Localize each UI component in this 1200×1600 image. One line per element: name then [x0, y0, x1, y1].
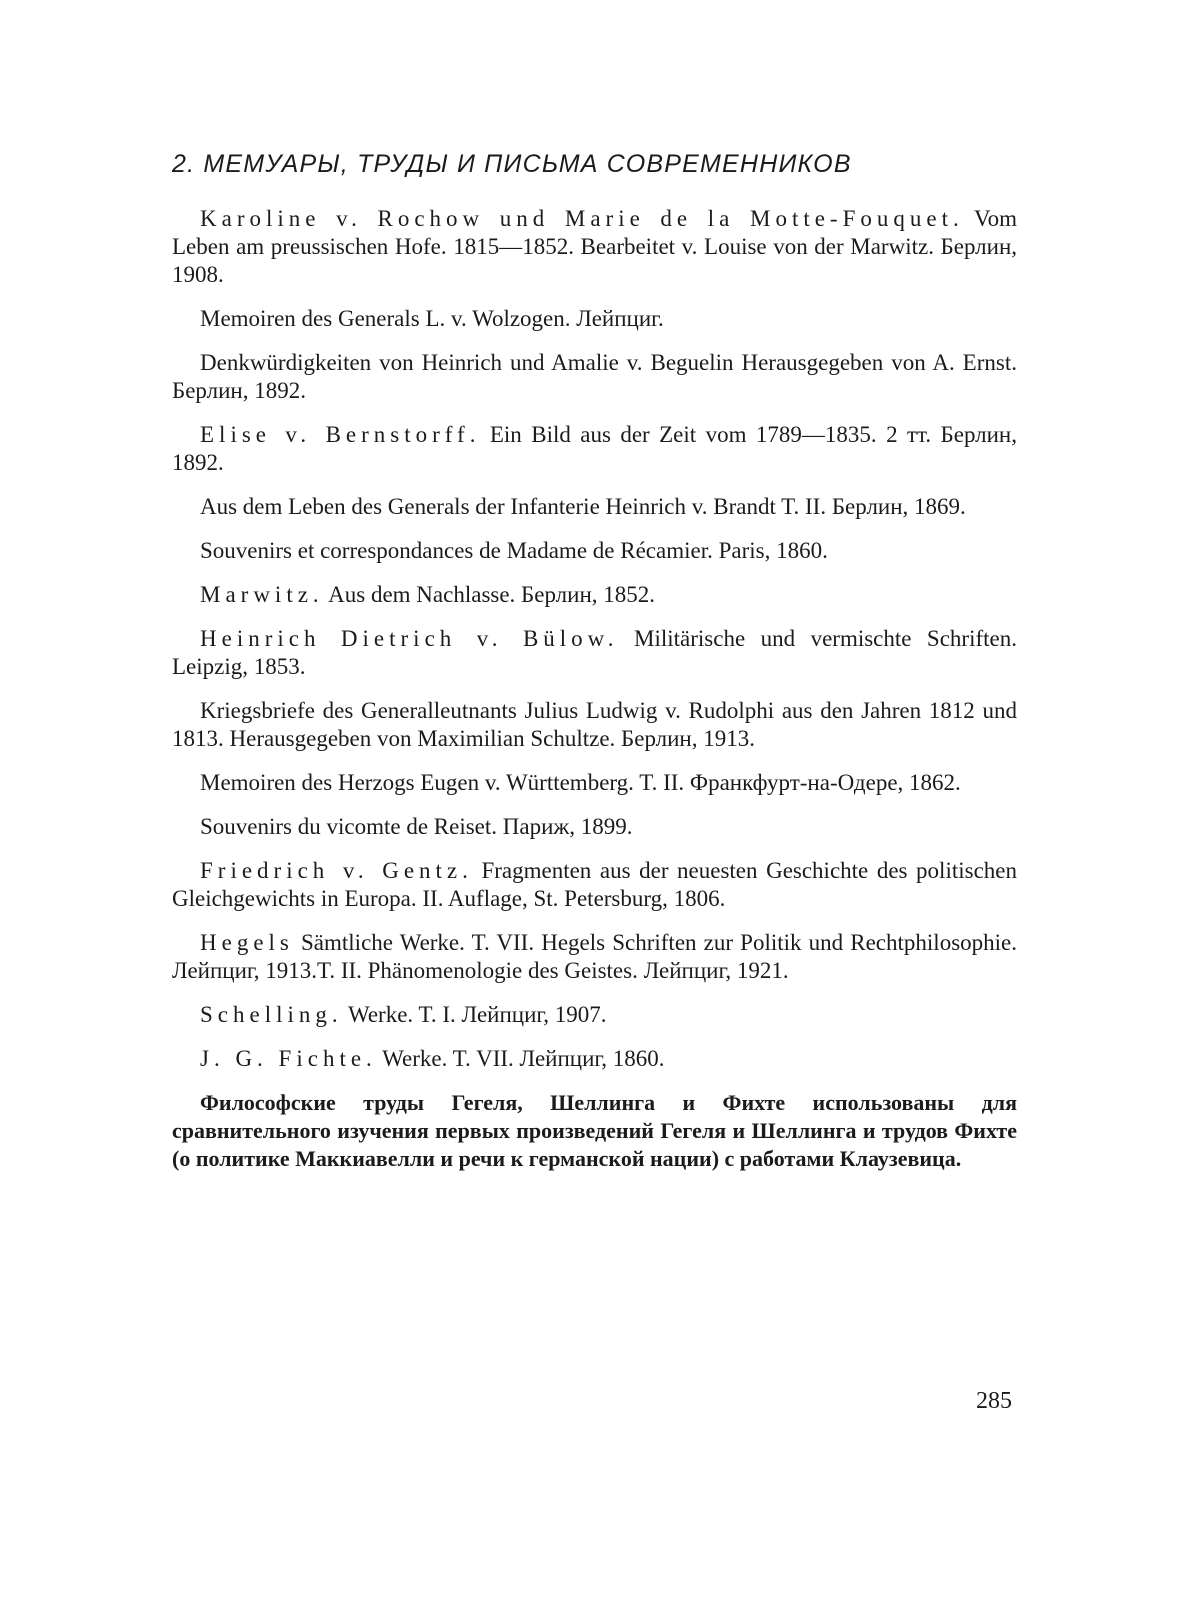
entry-text: Aus dem Nachlasse. Берлин, 1852. — [323, 582, 656, 607]
bibliography-entry — [172, 769, 1017, 797]
entry-text: Souvenirs et correspondances de Madame de Récamier. Paris, 1860. — [200, 538, 828, 563]
bibliography-entry — [172, 625, 1017, 681]
entry-text: Ein Bild aus der Zeit vom 1789—1835. 2 тт. Берлин, 1892. — [172, 422, 1017, 475]
bibliography-entry — [172, 493, 1017, 521]
bibliography-entry — [172, 929, 1017, 985]
entry-text: Aus dem Leben des Generals der Infanterie Heinrich v. Brandt T. II. Берлин, 1869. — [200, 494, 966, 519]
entry-text: Werke. T. I. Лейпциг, 1907. — [342, 1002, 607, 1027]
entry-text: Werke. T. VII. Лейпциг, 1860. — [376, 1046, 665, 1071]
entry-author: Schelling. — [200, 1002, 343, 1027]
bibliography-entry — [172, 697, 1017, 753]
page-number: 285 — [976, 1388, 1012, 1414]
section-heading: 2. МЕМУАРЫ, ТРУДЫ И ПИСЬМА СОВРЕМЕННИКОВ — [172, 150, 852, 178]
entry-author: Friedrich v. Gentz. — [200, 858, 473, 883]
entry-text: Militärische und vermischte Schriften. Leipzig, 1853. — [172, 626, 1017, 679]
entry-text: Memoiren des Generals L. v. Wolzogen. Лейпциг. — [200, 306, 664, 331]
entry-text: Sämtliche Werke. T. VII. Hegels Schriften zur Politik und Rechtphilosophie. Лейпциг, 1913.T. II. Phänomenologie des Geistes. Лейпциг, 1921. — [172, 930, 1017, 983]
bibliography-entry — [172, 305, 1017, 333]
bibliography-entry — [172, 537, 1017, 565]
bibliography-entry — [172, 205, 1017, 289]
bibliography-entry — [172, 1001, 1017, 1029]
entry-author: Heinrich Dietrich v. Bülow. — [200, 626, 619, 651]
entry-text: Memoiren des Herzogs Eugen v. Württemberg. T. II. Франкфурт-на-Одере, 1862. — [200, 770, 961, 795]
bibliography-note: Философские труды Гегеля, Шеллинга и Фихте использованы для сравнительного изучения первых произведений Гегеля и Шеллинга и трудов Фихте (о политике Маккиавелли и речи к германской нации) с работами Клаузевица. — [172, 1090, 1017, 1171]
bibliography-list — [172, 205, 1017, 1073]
entry-author: Elise v. Bernstorff. — [200, 422, 481, 447]
entry-text: Kriegsbriefe des Generalleutnants Julius Ludwig v. Rudolphi aus den Jahren 1812 und 1813. Herausgegeben von Maximilian Schultze. Берлин, 1913. — [172, 698, 1017, 751]
entry-author: J. G. Fichte. — [200, 1046, 377, 1071]
entry-text: Denkwürdigkeiten von Heinrich und Amalie v. Beguelin Herausgegeben von A. Ernst. Берлин, 1892. — [172, 350, 1017, 403]
entry-author: Marwitz. — [200, 582, 324, 607]
bibliography-entry — [172, 1045, 1017, 1073]
page-content — [172, 150, 1017, 1173]
bibliography-entry — [172, 349, 1017, 405]
bibliography-entry — [172, 581, 1017, 609]
entry-author: Karoline v. Rochow und Marie de la Motte-Fouquet. — [200, 206, 964, 231]
bibliography-entry — [172, 857, 1017, 913]
entry-text: Fragmenten aus der neuesten Geschichte des politischen Gleichgewichts in Europa. II. Auflage, St. Petersburg, 1806. — [172, 858, 1017, 911]
bibliography-entry — [172, 421, 1017, 477]
entry-text: Souvenirs du vicomte de Reiset. Париж, 1899. — [200, 814, 633, 839]
entry-author: Hegels — [200, 930, 294, 955]
bibliography-entry — [172, 813, 1017, 841]
entry-text: Vom Leben am preussischen Hofe. 1815—1852. Bearbeitet v. Louise von der Marwitz. Берлин, 1908. — [172, 206, 1017, 287]
